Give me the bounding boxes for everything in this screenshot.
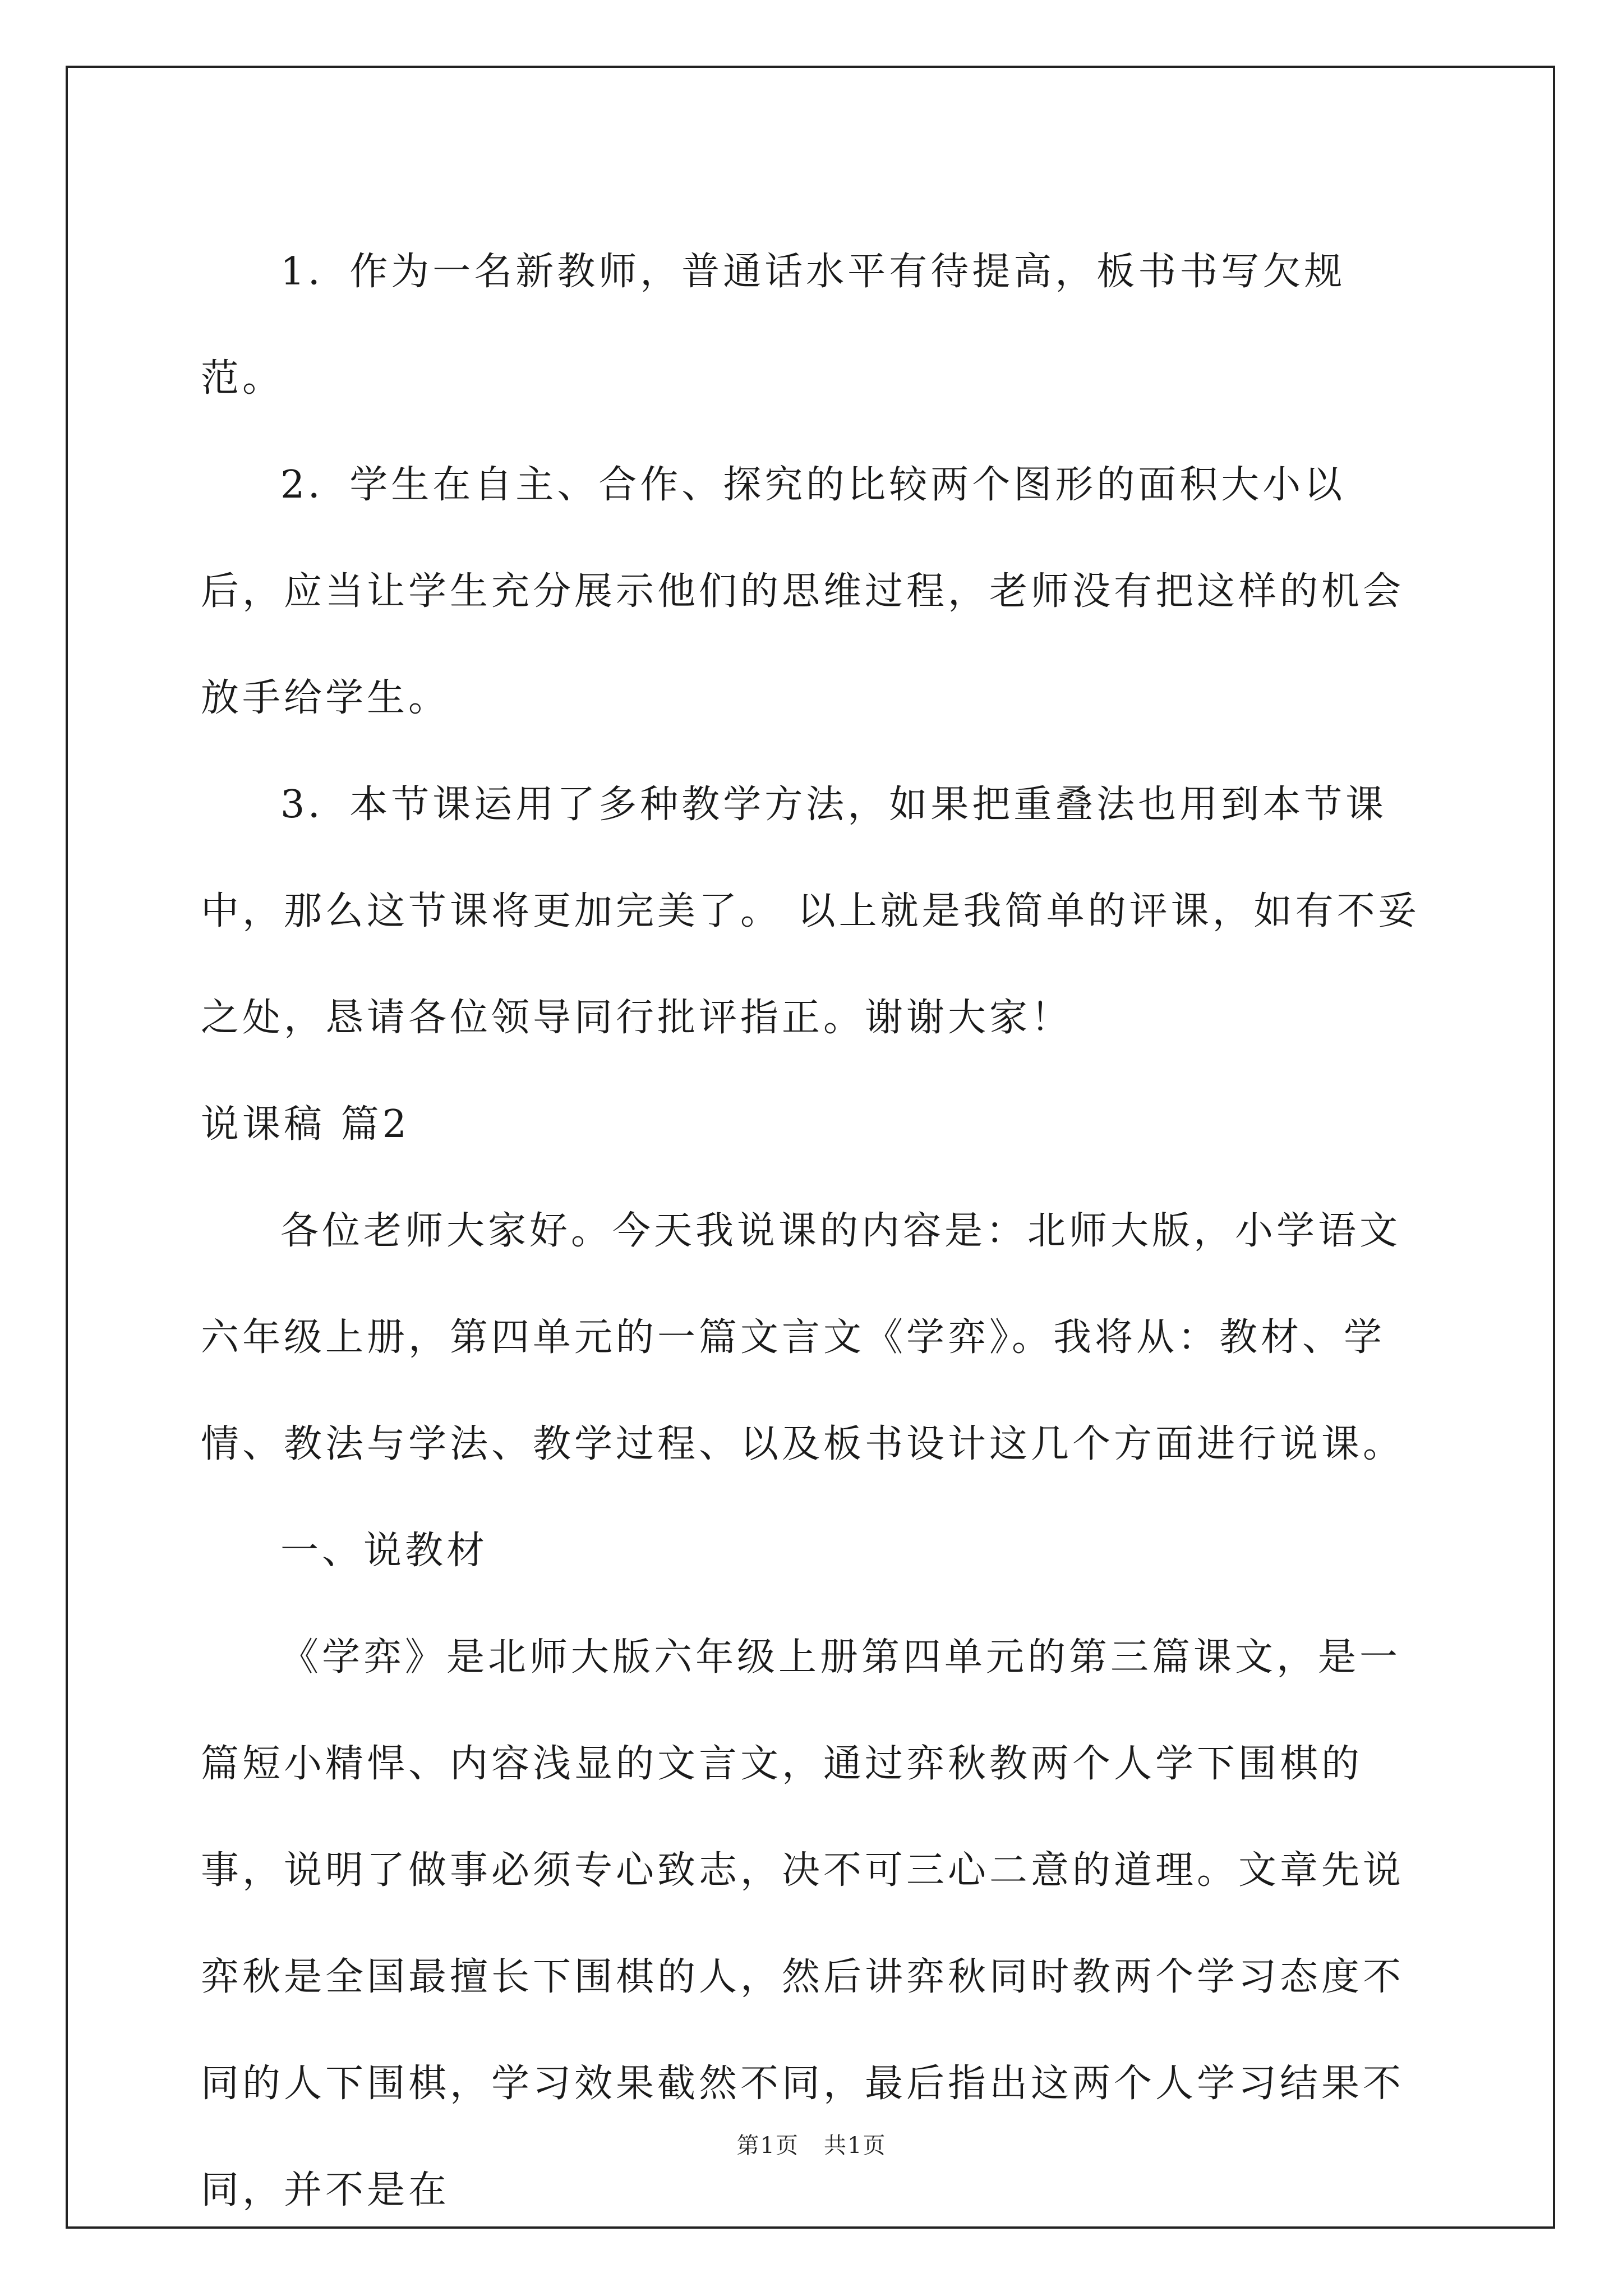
subheading-textbook: 一、说教材 bbox=[280, 1529, 488, 1573]
page-number: 第1页 bbox=[736, 2133, 799, 2159]
paragraph-1: 1．作为一名新教师，普通话水平有待提高，板书书写欠规范。 bbox=[201, 250, 1346, 401]
paragraph-2: 2．学生在自主、合作、探究的比较两个图形的面积大小以后，应当让学生充分展示他们的思维过程，老师没有把这样的机会放手给学生。 bbox=[201, 463, 1405, 720]
page-total: 共1页 bbox=[824, 2133, 887, 2159]
page-footer bbox=[0, 2128, 1623, 2160]
paragraph-textbook: 《学弈》是北师大版六年级上册第四单元的第三篇课文，是一篇短小精悍、内容浅显的文言文，通过弈秋教两个人学下围棋的事，说明了做事必须专心致志，决不可三心二意的道理。文章先说弈秋是全国最擅长下围棋的人，然后讲弈秋同时教两个学习态度不同的人下围棋，学习效果截然不同，最后指出这两个人学习结果不同，并不是在 bbox=[201, 1635, 1405, 2212]
paragraph-intro: 各位老师大家好。今天我说课的内容是：北师大版，小学语文六年级上册，第四单元的一篇文言文《学弈》。我将从：教材、学情、教法与学法、教学过程、以及板书设计这几个方面进行说课。 bbox=[201, 1209, 1405, 1466]
document-body bbox=[201, 219, 1423, 2244]
section-heading: 说课稿 篇2 bbox=[201, 1102, 410, 1147]
paragraph-3: 3．本节课运用了多种教学方法，如果把重叠法也用到本节课中，那么这节课将更加完美了。 以上就是我简单的评课，如有不妥之处，恳请各位领导同行批评指正。谢谢大家！ bbox=[201, 783, 1420, 1040]
